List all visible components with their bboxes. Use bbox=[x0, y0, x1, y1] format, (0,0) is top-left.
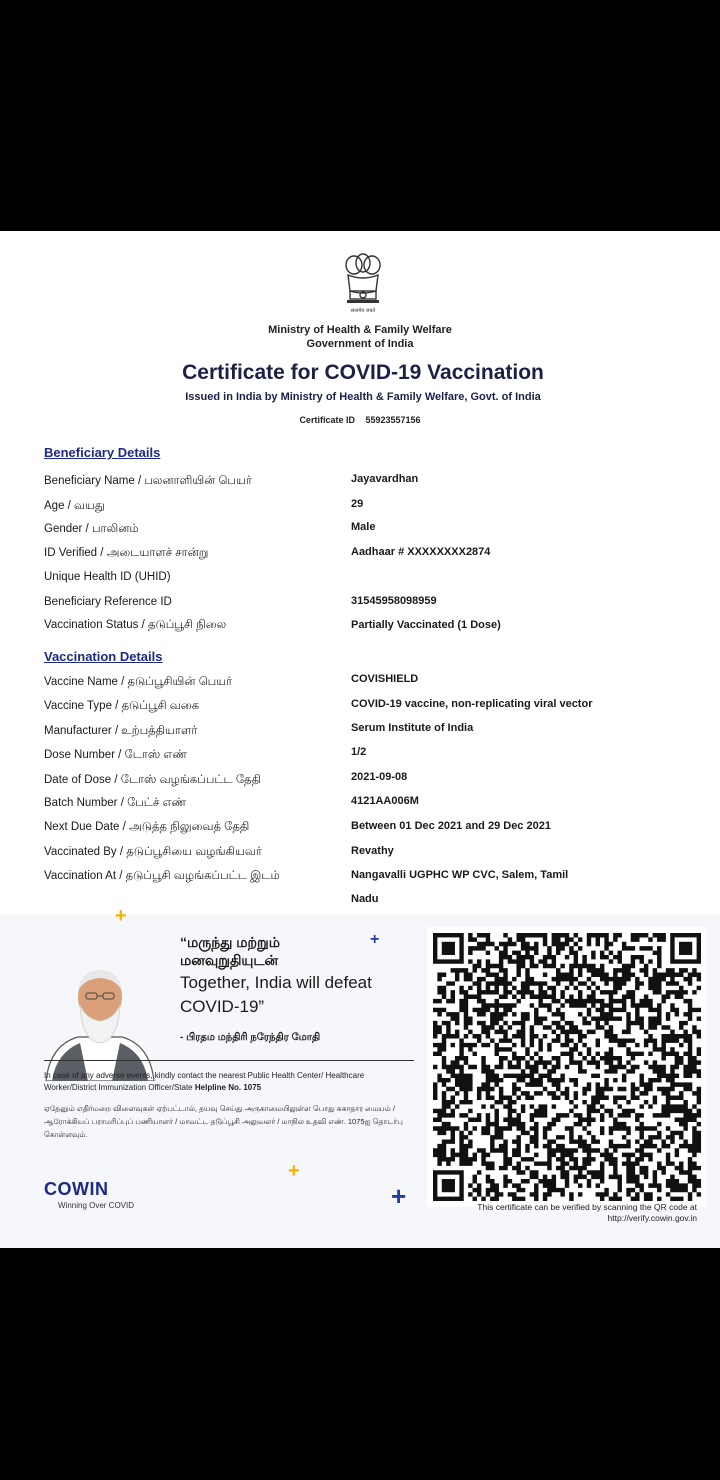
plus-icon: + bbox=[288, 1160, 300, 1182]
manufacturer-value: Serum Institute of India bbox=[351, 722, 474, 734]
vaccination-status-label: Vaccination Status / தடுப்பூசி நிலை bbox=[44, 619, 227, 631]
vaccination-at-value-line2: Nadu bbox=[351, 893, 379, 905]
beneficiary-details-heading: Beneficiary Details bbox=[44, 445, 161, 460]
helpline-text-tamil: ஏதேனும் எதிர்மறை விளைவுகள் ஏற்பட்டால், தயவு செய்து அருகாமையிலுள்ள பொது சுகாதார மையம் / ஆரோக்கியப் பராமரிப்புப் பணியாளர் / மாவட்ட தடுப்பூசி அலுவலர் / மாநில உதவி எண். 1075ஐ தொடர்பு கொள்ளவும். bbox=[44, 1104, 403, 1139]
svg-text:सत्यमेव जयते: सत्यमेव जयते bbox=[350, 308, 376, 314]
certificate-title: Certificate for COVID-19 Vaccination bbox=[182, 361, 544, 384]
vaccination-status-value: Partially Vaccinated (1 Dose) bbox=[351, 619, 501, 631]
vaccine-type-label: Vaccine Type / தடுப்பூசி வகை bbox=[44, 700, 200, 712]
date-of-dose-value: 2021-09-08 bbox=[351, 771, 408, 783]
vaccinated-by-label: Vaccinated By / தடுப்பூசியை வழங்கியவர் bbox=[44, 846, 262, 858]
id-verified-label: ID Verified / அடையாளச் சான்று bbox=[44, 547, 209, 559]
id-verified-value: Aadhaar # XXXXXXXX2874 bbox=[351, 546, 491, 558]
vaccination-at-value: Nangavalli UGPHC WP CVC, Salem, Tamil bbox=[351, 869, 569, 881]
certificate-id-label: Certificate ID bbox=[299, 415, 355, 425]
next-due-date-value: Between 01 Dec 2021 and 29 Dec 2021 bbox=[351, 820, 551, 832]
quote-author: - பிரதம மந்திரி நரேந்திர மோதி bbox=[180, 1032, 321, 1043]
ministry-name: Ministry of Health & Family Welfare bbox=[268, 324, 452, 336]
divider bbox=[44, 1060, 414, 1061]
certificate-id bbox=[0, 415, 720, 425]
vaccine-name-label: Vaccine Name / தடுப்பூசியின் பெயர் bbox=[44, 676, 233, 688]
age-value: 29 bbox=[351, 498, 364, 510]
batch-number-label: Batch Number / பேட்ச் எண் bbox=[44, 797, 187, 809]
cowin-logo bbox=[44, 1179, 109, 1200]
national-emblem-icon bbox=[338, 251, 388, 315]
vaccine-type-value: COVID-19 vaccine, non-replicating viral vector bbox=[351, 698, 593, 710]
gender-value: Male bbox=[351, 521, 376, 533]
age-label: Age / வயது bbox=[44, 500, 105, 512]
dose-number-label: Dose Number / டோஸ் எண் bbox=[44, 749, 188, 761]
cowin-wordmark: COWIN bbox=[44, 1179, 109, 1199]
gender-label: Gender / பாலினம் bbox=[44, 523, 139, 535]
helpline-number: Helpline No. 1075 bbox=[194, 1083, 262, 1092]
footer-banner bbox=[0, 905, 720, 1248]
verify-note bbox=[420, 1202, 697, 1224]
verify-url: http://verify.cowin.gov.in bbox=[607, 1213, 697, 1223]
issued-by: Issued in India by Ministry of Health & Family Welfare, Govt. of India bbox=[185, 391, 541, 403]
uhid-label: Unique Health ID (UHID) bbox=[44, 571, 171, 583]
beneficiary-name-label: Beneficiary Name / பலனாளியின் பெயர் bbox=[44, 475, 252, 487]
vaccine-name-value: COVISHIELD bbox=[351, 673, 419, 685]
prime-minister-portrait bbox=[44, 963, 156, 1081]
qr-code-icon bbox=[427, 927, 707, 1207]
plus-icon: + bbox=[115, 905, 127, 927]
vaccination-certificate bbox=[0, 231, 720, 1248]
batch-number-value: 4121AA006M bbox=[351, 795, 419, 807]
dose-number-value: 1/2 bbox=[351, 746, 367, 758]
reference-id-value: 31545958098959 bbox=[351, 595, 437, 607]
date-of-dose-label: Date of Dose / டோஸ் வழங்கப்பட்ட தேதி bbox=[44, 774, 261, 786]
quote-tamil: “மருந்து மற்றும் மனவுறுதியுடன் bbox=[180, 934, 281, 968]
reference-id-label: Beneficiary Reference ID bbox=[44, 596, 172, 608]
plus-icon: + bbox=[370, 931, 380, 948]
helpline-text bbox=[44, 1070, 414, 1094]
verify-note-line1: This certificate can be verified by scanning the QR code at bbox=[477, 1202, 697, 1212]
vaccination-at-label: Vaccination At / தடுப்பூசி வழங்கப்பட்ட இடம் bbox=[44, 870, 280, 882]
beneficiary-name-value: Jayavardhan bbox=[351, 473, 419, 485]
vaccinated-by-value: Revathy bbox=[351, 845, 394, 857]
government-name: Government of India bbox=[306, 338, 414, 350]
quote-english: Together, India will defeat COVID-19” bbox=[180, 973, 372, 1016]
next-due-date-label: Next Due Date / அடுத்த நிலுவைத் தேதி bbox=[44, 821, 250, 833]
qr-code bbox=[427, 927, 707, 1207]
certificate-id-value: 55923557156 bbox=[365, 415, 421, 425]
vaccination-details-heading: Vaccination Details bbox=[44, 649, 163, 664]
plus-icon: + bbox=[391, 1181, 407, 1211]
helpline-text-body: In case of any adverse events, kindly contact the nearest Public Health Center/ Healthcare Worker/District Immunization Officer/State bbox=[44, 1071, 365, 1092]
cowin-tagline: Winning Over COVID bbox=[58, 1201, 135, 1210]
manufacturer-label: Manufacturer / உற்பத்தியாளர் bbox=[44, 725, 198, 737]
